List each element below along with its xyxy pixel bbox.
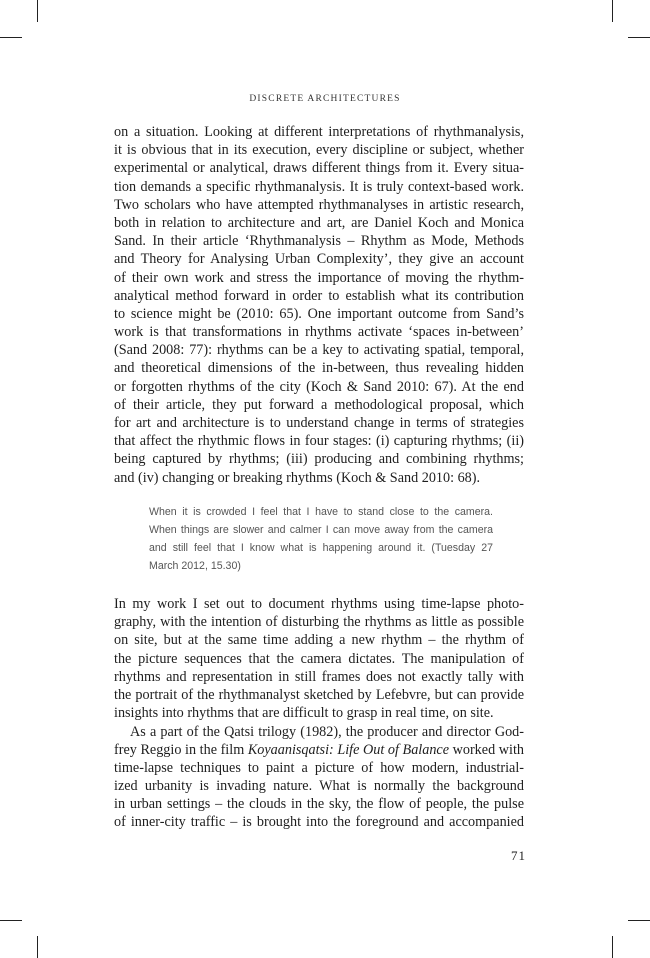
- text-segment: worked with: [449, 741, 524, 758]
- text-line: analytical method forward in order to establish what its contribution: [114, 287, 524, 304]
- text-line: on a situation. Looking at different interpretations of rhythmanalysis,: [114, 124, 524, 140]
- text-line: or forgotten rhythms of the city (Koch & Sand 2010: 67). At the end: [114, 378, 524, 395]
- text-line: and (iv) changing or breaking rhythms (Koch & Sand 2010: 68).: [114, 469, 481, 486]
- text-line: the picture sequences that the camera dictates. The manipulation of: [114, 650, 524, 667]
- text-line: it is obvious that in its execution, every discipline or subject, whether: [114, 142, 524, 159]
- text-line: ized urbanity is invading nature. What is normally the background: [114, 778, 524, 795]
- text-line: being captured by rhythms; (iii) producing and combining rhythms;: [114, 451, 524, 468]
- text-line: time-lapse techniques to paint a picture of how modern, industrial-: [114, 759, 524, 776]
- crop-mark-top-right: [612, 0, 613, 22]
- text-line: for art and architecture is to understand change in terms of strategies: [114, 415, 524, 431]
- crop-mark-top-left: [37, 0, 38, 22]
- text-segment: frey Reggio in the film: [114, 741, 248, 758]
- page-number: 71: [511, 848, 526, 863]
- text-line: in urban settings – the clouds in the sky, the flow of people, the pulse: [114, 796, 524, 813]
- quote-line: and still feel that I know what is happening around it. (Tuesday 27: [149, 542, 493, 554]
- text-line: Sand. In their article ‘Rhythmanalysis – Rhythm as Mode, Methods: [114, 233, 524, 250]
- running-head: DISCRETE ARCHITECTURES: [249, 94, 401, 104]
- text-line: As a part of the Qatsi trilogy (1982), the producer and director God-: [130, 723, 524, 740]
- block-quote: [149, 503, 493, 575]
- text-line: the portrait of the rhythmanalyst sketched by Lefebvre, but can provide: [114, 686, 524, 703]
- text-line: Two scholars who have attempted rhythmanalyses in artistic research,: [114, 196, 524, 213]
- quote-line: When things are slower and calmer I can move away from the camera: [149, 524, 493, 536]
- text-line: work is that transformations in rhythms activate ‘spaces in-between’: [114, 324, 524, 341]
- crop-mark-bottom-right-h: [628, 920, 650, 921]
- text-line: that affect the rhythmic flows in four stages: (i) capturing rhythms; (ii): [114, 433, 524, 450]
- crop-mark-top-left-h: [0, 37, 22, 38]
- crop-mark-bottom-right: [612, 936, 613, 958]
- film-title: Koyaanisqatsi: Life Out of Balance: [247, 741, 450, 758]
- text-line: of their own work and stress the importance of moving the rhythm-: [114, 269, 524, 286]
- crop-mark-bottom-left-h: [0, 920, 22, 921]
- text-line: of their article, they put forward a methodological proposal, which: [114, 396, 524, 413]
- text-line: on site, but at the same time adding a new rhythm – the rhythm of: [114, 632, 524, 649]
- text-line: (Sand 2008: 77): rhythms can be a key to activating spatial, temporal,: [114, 342, 524, 359]
- quote-line: When it is crowded I feel that I have to stand close to the camera.: [149, 506, 493, 518]
- text-line: and Theory for Analysing Urban Complexity’, they give an account: [114, 251, 524, 268]
- paragraph-1: [114, 123, 524, 487]
- text-line: both in relation to architecture and art, are Daniel Koch and Monica: [114, 214, 524, 231]
- text-line: experimental or analytical, draws different things from it. Every situa-: [114, 160, 524, 177]
- paragraph-2: [114, 595, 524, 722]
- text-line: rhythms and representation in still frames does not exactly tally with: [114, 668, 524, 685]
- crop-mark-top-right-h: [628, 37, 650, 38]
- text-line: and theoretical dimensions of the in-between, thus revealing hidden: [114, 360, 524, 377]
- text-line: insights into rhythms that are difficult to grasp in real time, on site.: [114, 705, 494, 722]
- paragraph-3: [114, 723, 524, 832]
- crop-mark-bottom-left: [37, 936, 38, 958]
- text-line: graphy, with the intention of disturbing the rhythms as little as possible: [114, 614, 524, 631]
- text-line: of inner-city traffic – is brought into the foreground and accompanied: [114, 814, 524, 831]
- text-line: [114, 741, 524, 759]
- text-line: tion demands a specific rhythmanalysis. It is truly context-based work.: [114, 178, 524, 195]
- text-line: to science might be (2010: 65). One important outcome from Sand’s: [114, 305, 524, 322]
- quote-line: March 2012, 15.30): [149, 560, 241, 572]
- text-line: In my work I set out to document rhythms using time-lapse photo-: [114, 596, 524, 612]
